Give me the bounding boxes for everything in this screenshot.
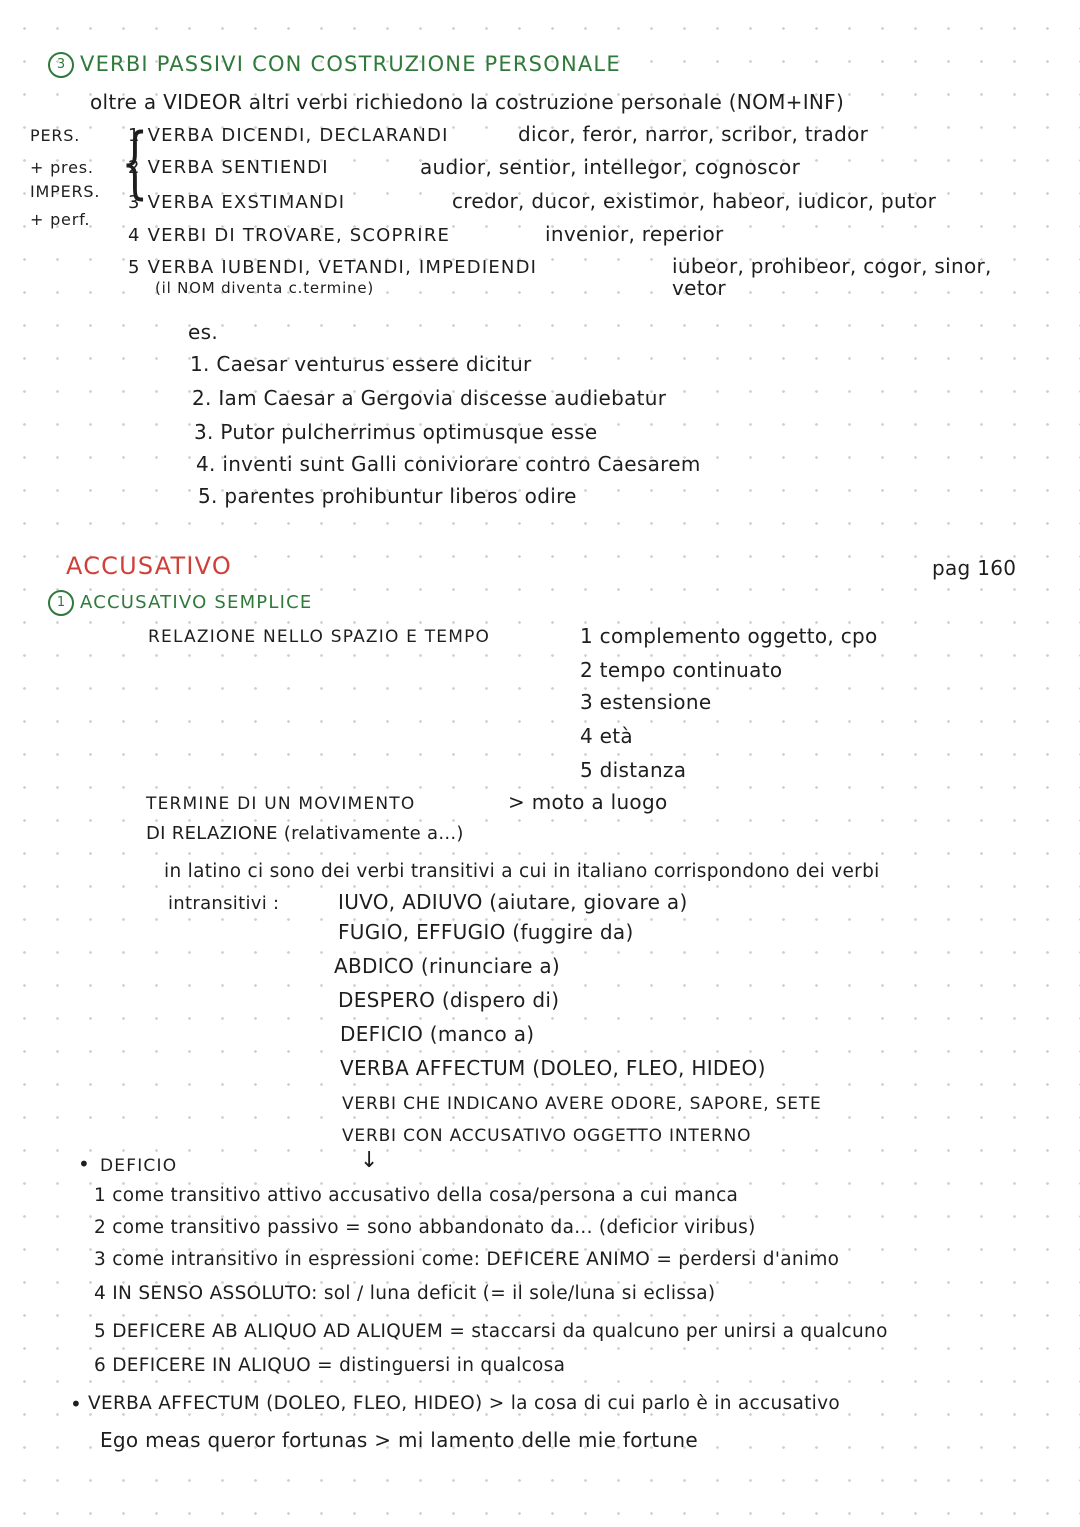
intro-text: oltre a VIDEOR altri verbi richiedono la costruzione personale (NOM+INF) bbox=[90, 90, 845, 114]
page-ref: pag 160 bbox=[932, 556, 1017, 580]
latino-note: in latino ci sono dei verbi transitivi a cui in italiano corrispondono dei verbi bbox=[164, 861, 880, 882]
verb-label-1: 1 VERBA DICENDI, DECLARANDI bbox=[128, 125, 449, 146]
side-note-impers: IMPERS. bbox=[30, 182, 101, 201]
verb-label-5: 5 VERBA IUBENDI, VETANDI, IMPEDIENDI bbox=[128, 257, 538, 278]
verb-examples-5: iubeor, prohibeor, cogor, sinor, bbox=[672, 254, 992, 278]
verb-oggetto-interno: VERBI CON ACCUSATIVO OGGETTO INTERNO bbox=[342, 1126, 752, 1146]
verb-examples-4: invenior, reperior bbox=[545, 222, 724, 246]
subtitle: 1 ACCUSATIVO SEMPLICE bbox=[48, 590, 312, 616]
side-note-pers: PERS. bbox=[30, 126, 81, 145]
example-1: 1. Caesar venturus essere dicitur bbox=[190, 352, 532, 376]
deficio-bullet: • bbox=[78, 1152, 91, 1176]
verb-abdico: ABDICO (rinunciare a) bbox=[334, 954, 560, 978]
affectum-example: Ego meas queror fortunas > mi lamento delle mie fortune bbox=[100, 1428, 698, 1452]
brace: { bbox=[121, 118, 149, 208]
deficio-item-4: 4 IN SENSO ASSOLUTO: sol / luna deficit (= il sole/luna si eclissa) bbox=[94, 1283, 716, 1304]
accusativo-title: ACCUSATIVO bbox=[66, 552, 232, 580]
example-2: 2. Iam Caesar a Gergovia discesse audiebatur bbox=[192, 386, 667, 410]
affectum-text: VERBA AFFECTUM (DOLEO, FLEO, HIDEO) > la cosa di cui parlo è in accusativo bbox=[88, 1393, 840, 1414]
deficio-title: DEFICIO bbox=[100, 1156, 178, 1176]
section-title: 3 VERBI PASSIVI CON COSTRUZIONE PERSONALE bbox=[48, 52, 621, 78]
verb-fugio: FUGIO, EFFUGIO (fuggire da) bbox=[338, 920, 634, 944]
section-number: 3 bbox=[48, 52, 74, 78]
es-label: es. bbox=[188, 320, 218, 344]
deficio-item-2: 2 come transitivo passivo = sono abbandonato da... (deficior viribus) bbox=[94, 1217, 756, 1238]
side-note-pres: + pres. bbox=[30, 158, 94, 177]
termine-label: TERMINE DI UN MOVIMENTO bbox=[146, 794, 416, 814]
verb-examples-3: credor, ducor, existimor, habeor, iudicor, putor bbox=[452, 189, 937, 213]
deficio-item-5: 5 DEFICERE AB ALIQUO AD ALIQUEM = staccarsi da qualcuno per unirsi a qualcuno bbox=[94, 1321, 888, 1342]
verb-odore: VERBI CHE INDICANO AVERE ODORE, SAPORE, SETE bbox=[342, 1094, 822, 1114]
example-4: 4. inventi sunt Galli coniviorare contro Caesarem bbox=[196, 452, 701, 476]
acc-list-1: 1 complemento oggetto, cpo bbox=[580, 624, 878, 648]
verb-label-2: 2 VERBA SENTIENDI bbox=[128, 157, 329, 178]
down-arrow-icon: ↓ bbox=[360, 1148, 379, 1173]
verb-note-5: (il NOM diventa c.termine) bbox=[155, 279, 375, 297]
di-relazione: DI RELAZIONE (relativamente a...) bbox=[146, 823, 464, 844]
verb-affectum: VERBA AFFECTUM (DOLEO, FLEO, HIDEO) bbox=[340, 1056, 766, 1080]
deficio-item-3: 3 come intransitivo in espressioni come: DEFICERE ANIMO = perdersi d'animo bbox=[94, 1249, 840, 1270]
example-5: 5. parentes prohibuntur liberos odire bbox=[198, 484, 577, 508]
affectum-bullet: • bbox=[70, 1392, 83, 1416]
example-3: 3. Putor pulcherrimus optimusque esse bbox=[194, 420, 598, 444]
intransitivi-label: intransitivi : bbox=[168, 893, 280, 914]
deficio-item-6: 6 DEFICERE IN ALIQUO = distinguersi in qualcosa bbox=[94, 1355, 566, 1376]
subtitle-number: 1 bbox=[48, 590, 74, 616]
acc-list-4: 4 età bbox=[580, 724, 633, 748]
acc-list-5: 5 distanza bbox=[580, 758, 687, 782]
verb-despero: DESPERO (dispero di) bbox=[338, 988, 560, 1012]
deficio-item-1: 1 come transitivo attivo accusativo della cosa/persona a cui manca bbox=[94, 1185, 739, 1206]
verb-examples-2: audior, sentior, intellegor, cognoscor bbox=[420, 155, 801, 179]
verb-examples-5b: vetor bbox=[672, 276, 726, 300]
side-note-perf: + perf. bbox=[30, 210, 91, 229]
verb-deficio: DEFICIO (manco a) bbox=[340, 1022, 535, 1046]
verb-label-3: 3 VERBA EXSTIMANDI bbox=[128, 192, 346, 213]
verb-iuvo: IUVO, ADIUVO (aiutare, giovare a) bbox=[338, 890, 688, 914]
acc-list-2: 2 tempo continuato bbox=[580, 658, 783, 682]
verb-label-4: 4 VERBI DI TROVARE, SCOPRIRE bbox=[128, 225, 451, 246]
relazione-label: RELAZIONE NELLO SPAZIO E TEMPO bbox=[148, 627, 491, 647]
acc-list-3: 3 estensione bbox=[580, 690, 712, 714]
verb-examples-1: dicor, feror, narror, scribor, trador bbox=[518, 122, 869, 146]
moto-label: > moto a luogo bbox=[508, 790, 668, 814]
